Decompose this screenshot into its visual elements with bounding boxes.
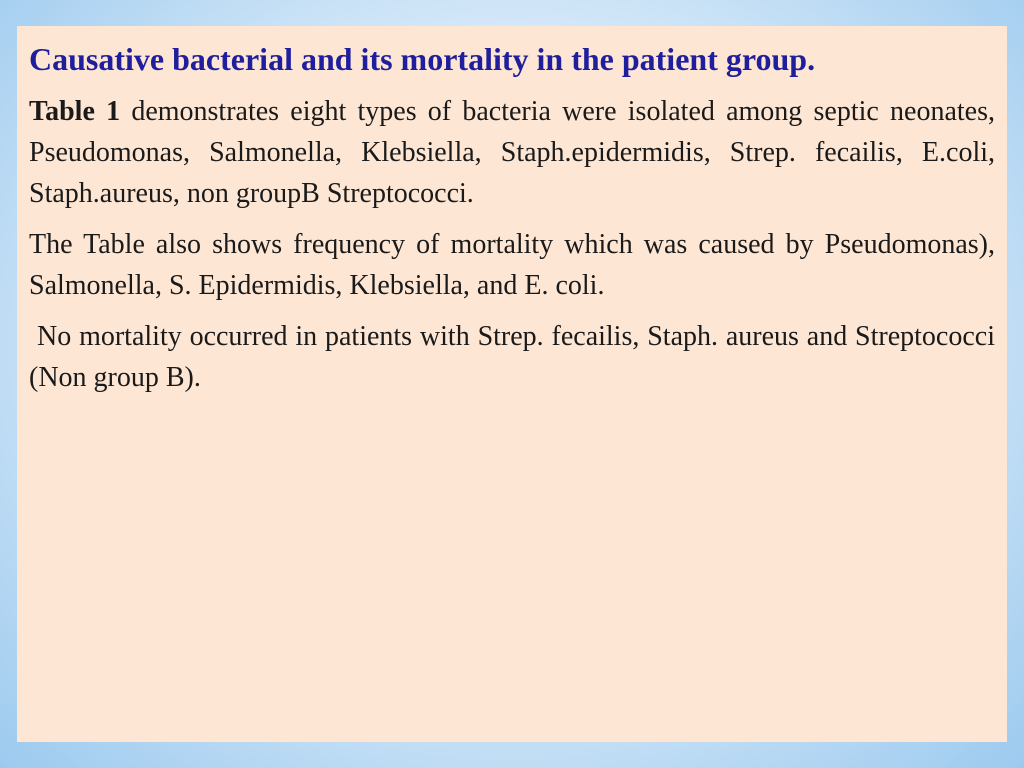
paragraph-mortality-frequency (29, 224, 995, 306)
paragraph-no-mortality (29, 316, 995, 398)
paragraph-body: No mortality occurred in patients with Strep. fecailis, Staph. aureus and Streptococci (Non group B). (29, 321, 995, 393)
slide-title: Causative bacterial and its mortality in the patient group. (29, 41, 816, 77)
slide-content-panel (17, 26, 1007, 742)
paragraph-table-description (29, 91, 995, 214)
paragraph-lead-bold: Table 1 (29, 96, 121, 127)
paragraph-body: demonstrates eight types of bacteria were isolated among septic neonates, Pseudomonas, Salmonella, Klebsiella, Staph.epidermidis, Strep. fecailis, E.coli, Staph.aureus, non groupB Streptococci. (29, 96, 995, 209)
paragraph-body: The Table also shows frequency of mortality which was caused by Pseudomonas), Salmonella, S. Epidermidis, Klebsiella, and E. coli. (29, 229, 995, 301)
